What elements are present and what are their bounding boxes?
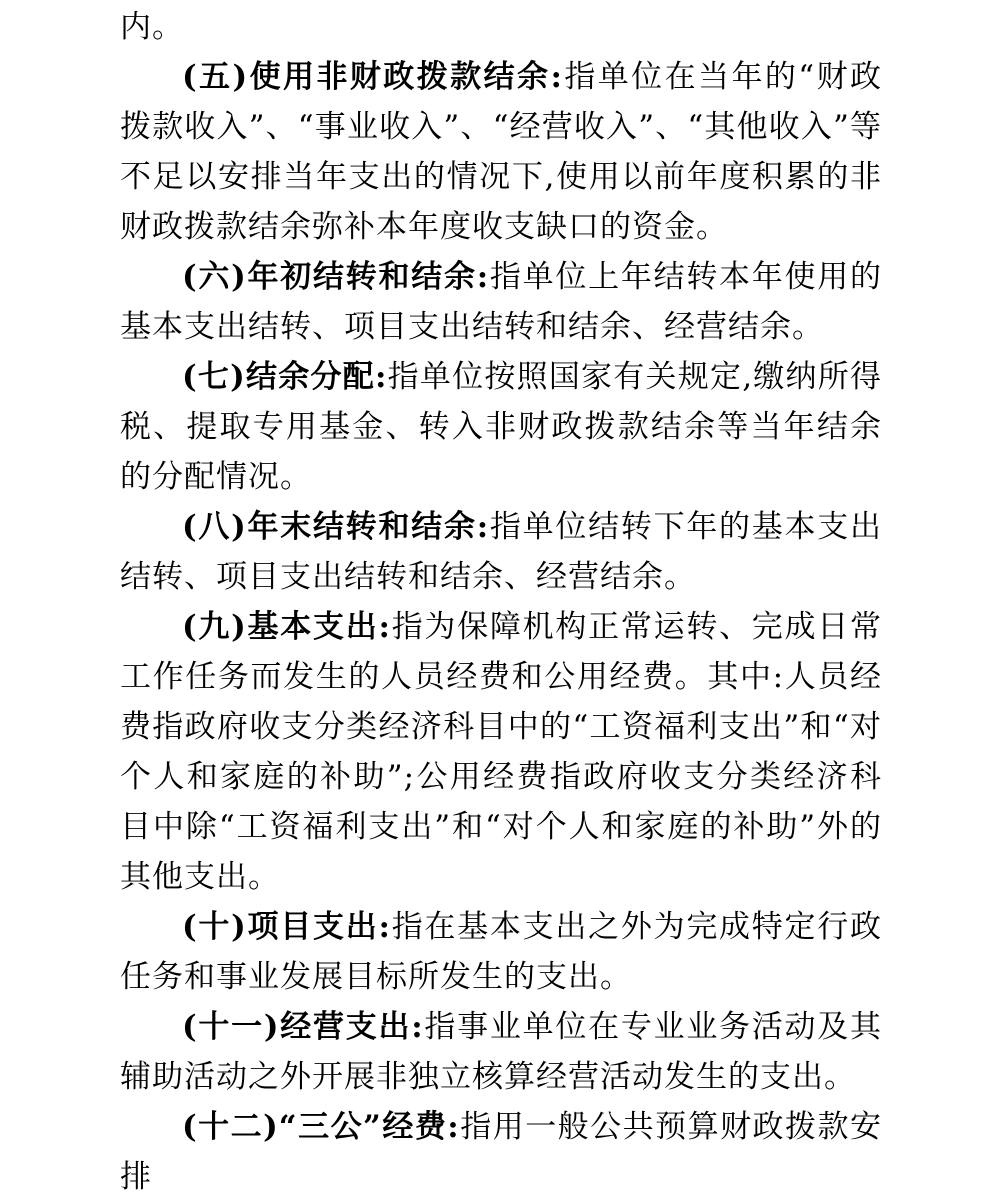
term-label: (七)结余分配: xyxy=(182,359,388,395)
definition-text: 指在基本支出之外为完成特定行政任务和事业发展目标所发生的支出。 xyxy=(120,909,883,995)
term-label: (十二)“三公”经费: xyxy=(182,1109,460,1145)
term-label: (五)使用非财政拨款结余: xyxy=(182,59,563,95)
definition-text: 指单位结转下年的基本支出结转、项目支出结转和结余、经营结余。 xyxy=(120,509,883,595)
definition-paragraph xyxy=(120,252,882,352)
document-body xyxy=(120,52,882,1202)
definition-text: 指单位上年结转本年使用的基本支出结转、项目支出结转和结余、经营结余。 xyxy=(120,259,883,345)
definition-text: 指为保障机构正常运转、完成日常工作任务而发生的人员经费和公用经费。其中:人员经费指政府收支分类经济科目中的“工资福利支出”和“对个人和家庭的补助”;公用经费指政府收支分类经济科目中除“工资福利支出”和“对个人和家庭的补助”外的其他支出。 xyxy=(120,609,883,895)
definition-text: 指用一般公共预算财政拨款安排 xyxy=(120,1109,882,1195)
definition-paragraph xyxy=(120,352,882,502)
term-label: (九)基本支出: xyxy=(182,609,391,645)
definition-paragraph xyxy=(120,1102,882,1202)
definition-text: 指事业单位在专业业务活动及其辅助活动之外开展非独立核算经营活动发生的支出。 xyxy=(120,1009,883,1095)
definition-text: 指单位在当年的“财政拨款收入”、“事业收入”、“经营收入”、“其他收入”等不足以安排当年支出的情况下,使用以前年度积累的非财政拨款结余弥补本年度收支缺口的资金。 xyxy=(120,59,882,245)
term-label: (八)年末结转和结余: xyxy=(182,509,490,545)
definition-paragraph xyxy=(120,52,882,252)
definition-paragraph xyxy=(120,1002,882,1102)
definition-paragraph xyxy=(120,502,882,602)
definition-text: 指单位按照国家有关规定,缴纳所得税、提取专用基金、转入非财政拨款结余等当年结余的分配情况。 xyxy=(120,359,883,495)
definition-paragraph xyxy=(120,902,882,1002)
term-label: (十一)经营支出: xyxy=(182,1009,424,1045)
term-label: (六)年初结转和结余: xyxy=(182,259,490,295)
continuation-paragraph: 内。 xyxy=(120,9,184,45)
term-label: (十)项目支出: xyxy=(182,909,391,945)
definition-paragraph xyxy=(120,602,882,902)
